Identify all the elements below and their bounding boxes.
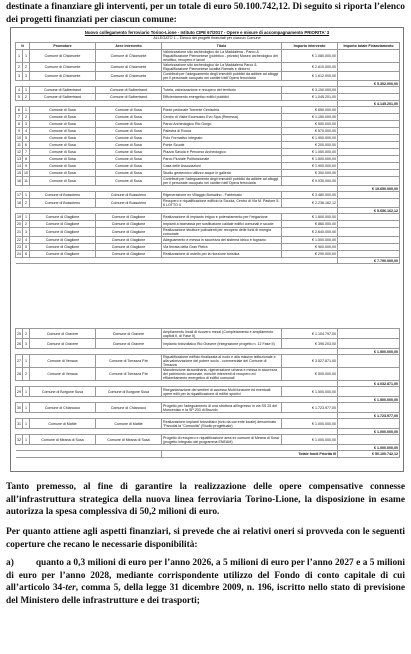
col-header-importo: Importo intervento <box>282 43 338 50</box>
cell-importo: € 395.203,00 <box>282 339 338 349</box>
cell-importo: € 300.000,00 <box>282 170 338 177</box>
cell-sub-number: 1 <box>23 214 30 221</box>
cell-totale <box>338 435 400 445</box>
cell-sub-number: 1 <box>23 107 30 114</box>
subtotal-value: € 5.656.162,12 <box>338 208 400 214</box>
item-a <box>6 557 405 607</box>
cell-number: 27 <box>16 355 23 368</box>
cell-importo: € 3.480.000,00 <box>282 192 338 199</box>
subtotal-value: € 1.723.977,00 <box>338 413 400 419</box>
cell-area: Comune di Torrazza P.te <box>96 368 162 381</box>
subtotal-value: € 1.000.000,00 <box>338 445 400 451</box>
table-row <box>16 149 400 156</box>
cell-title: Recupero e riqualificazione edificio la Scuola, Centro di Via M. Pastore 5-6 LOTTO II <box>163 199 280 207</box>
cell-totale <box>338 221 400 228</box>
cell-area: Comune di Susa <box>96 142 162 149</box>
cell-sub-number: 4 <box>23 237 30 244</box>
projects-table-part-2 <box>15 328 400 458</box>
cell-importo: € 500.000,00 <box>282 121 338 128</box>
cell-totale <box>338 72 400 81</box>
cell-promotore: Comune di Meana di Susa <box>30 435 96 445</box>
table-row <box>16 128 400 135</box>
cell-title: Realizzazione strutture polivalenti per recupero delle fonti di energia comunale <box>162 228 282 237</box>
cell-sub-number: 8 <box>23 156 30 163</box>
cell-number: 14 <box>17 164 21 168</box>
cell-number: 28 <box>16 368 23 381</box>
cell-area: Comune di Borgone Susa <box>96 387 162 397</box>
col-header-titolo: Titolo <box>162 43 282 50</box>
cell-sub-number: 1 <box>23 192 30 199</box>
cell-totale <box>338 403 400 413</box>
table-row <box>16 121 400 128</box>
cell-title: Tutela, valorizzazione e recupero del territorio <box>162 87 282 94</box>
subtotal-value: € 5.302.000,00 <box>338 81 400 87</box>
cell-importo: € 1.600.000,00 <box>282 214 338 221</box>
cell-totale <box>338 329 400 339</box>
cell-area: Comune di Chiomonte <box>96 50 162 63</box>
cell-promotore: Comune di Chiomonte <box>30 63 96 72</box>
cell-title: Riqualificazione edificio finalizzata al ruolo e alla mission istituzionale e alla valorizzazione del potere socio - commerciale del Comune di Torrazza <box>162 355 282 368</box>
cell-promotore: Comune di Susa <box>30 114 96 121</box>
cell-area: Comune di Giaglione <box>96 237 162 244</box>
cell-importo: € 200.000,00 <box>282 142 338 149</box>
cell-promotore: Comune di Susa <box>30 170 96 177</box>
cell-number: 15 <box>17 171 21 175</box>
cell-importo: € 2.610.000,00 <box>282 63 338 72</box>
cell-title: Realizzazione impianti fotovoltaici (rivio da corrente locale) denominato "Parcolai la "Comunità" (Studio progettuale) <box>162 419 282 429</box>
cell-importo: € 2.236.162,12 <box>282 199 338 208</box>
cell-area: Comune di Susa <box>96 163 162 170</box>
subtotal-value: € 1.500.000,00 <box>338 349 400 355</box>
cell-title: Realizzazione di ostello per la ricezione turistica <box>162 251 282 258</box>
cell-totale <box>338 135 400 142</box>
cell-importo: € 1.900.000,00 <box>282 135 338 142</box>
cell-importo: € 1.500.000,00 <box>282 387 338 397</box>
cell-sub-number: 2 <box>23 114 30 121</box>
cell-totale <box>338 114 400 121</box>
cell-sub-number: 5 <box>23 244 30 251</box>
cell-promotore: Comune di Giaglione <box>30 214 96 221</box>
cell-promotore: Comune di Susa <box>30 156 96 163</box>
cell-totale <box>338 156 400 163</box>
cell-number: 11 <box>17 143 21 147</box>
cell-sub-number: 7 <box>23 149 30 156</box>
cell-area: Comune di Salbertrand <box>96 87 162 94</box>
cell-totale <box>338 237 400 244</box>
cell-totale <box>338 251 400 258</box>
cell-title: Manutenzione straordinaria, rigenerazione urbana e messa in sicurezza del patrimonio comunale, nonché interventi di recupero ed efficientamento energetico di edifici comunali <box>162 368 282 381</box>
cell-totale <box>338 94 400 101</box>
cell-totale <box>338 199 400 208</box>
cell-sub-number: 1 <box>23 419 30 429</box>
cell-title: Efficientamento energetico edifici pubblici <box>162 94 282 101</box>
cell-number: 2 <box>16 63 23 72</box>
cell-title: Via ferrata della Gran Pietra <box>162 244 282 251</box>
table-row <box>16 355 400 368</box>
cell-number: 24 <box>17 252 21 256</box>
cell-area: Comune di Susa <box>96 128 162 135</box>
cell-title: Centro di Visite Ecomuseo Evo Sipa (Rimessa) <box>162 114 282 121</box>
cell-importo: € 1.000.000,00 <box>282 419 338 429</box>
table-row <box>16 329 400 339</box>
cell-promotore: Comune di Borgone Susa <box>30 387 96 397</box>
cell-title: Studio geotecnico utilizzo acque in galleria <box>162 170 282 177</box>
table-row <box>16 87 400 94</box>
cell-area: Comune di Susa <box>96 107 162 114</box>
cell-promotore: Comune di Chianocco <box>30 403 96 413</box>
cell-promotore: Comune di Giaglione <box>30 221 96 228</box>
cell-sub-number: 2 <box>23 63 30 72</box>
cell-sub-number: 6 <box>23 251 30 258</box>
cell-number: 12 <box>17 150 21 154</box>
table-row <box>16 435 400 445</box>
cell-totale <box>338 228 400 237</box>
cell-number: 10 <box>17 136 21 140</box>
cell-totale <box>338 163 400 170</box>
subtotal-blank <box>16 258 338 264</box>
cell-number: 19 <box>17 215 21 219</box>
cell-sub-number: 2 <box>23 329 30 339</box>
paragraph-coverage: Per quanto attiene agli aspetti finanziari, si prevede che ai relativi oneri si provveda con le seguenti coperture che recano le necessarie disponibilità: <box>6 527 405 550</box>
cell-title: Impianto fotovoltaico Rio Gravere (Integrazione progetto n. 12 Fase II) <box>162 339 282 349</box>
cell-sub-number: 2 <box>23 221 30 228</box>
cell-title: Casa delle Associazioni <box>162 163 282 170</box>
cell-totale <box>338 142 400 149</box>
cell-area: Comune di Giaglione <box>96 251 162 258</box>
cell-importo: € 1.150.000,00 <box>282 114 338 121</box>
cell-importo: € 1.000.000,00 <box>282 435 338 445</box>
cell-number: 31 <box>16 419 23 429</box>
cell-title: Realizzazione di impianto irriguo e potenziamento per l'irrigazione <box>162 214 282 221</box>
table-row <box>16 142 400 149</box>
cell-number: 16 <box>16 177 23 186</box>
cell-importo: € 1.080.000,00 <box>282 50 338 63</box>
cell-area: Comune di Torrazza P.te <box>96 355 162 368</box>
col-header-aree: Aree intervento <box>96 43 162 50</box>
table-row <box>16 135 400 142</box>
cell-sub-number: 3 <box>23 121 30 128</box>
subtotal-value: € 7.790.000,00 <box>338 258 400 264</box>
cell-importo: € 570.000,00 <box>282 128 338 135</box>
cell-area: Comune di Susa <box>96 121 162 128</box>
cell-totale <box>338 121 400 128</box>
cell-sub-number: 1 <box>23 87 30 94</box>
cell-area: Comune di Susa <box>96 149 162 156</box>
cell-number: 8 <box>16 121 23 128</box>
cell-promotore: Comune di Susa <box>30 142 96 149</box>
cell-area: Comune di Gravere <box>96 339 162 349</box>
table-row <box>16 387 400 397</box>
cell-promotore: Comune di Gravere <box>30 329 96 339</box>
cell-promotore: Comune di Giaglione <box>30 237 96 244</box>
cell-promotore: Comune di Susa <box>30 121 96 128</box>
cell-totale <box>338 368 400 381</box>
subtotal-value: € 1.500.000,00 <box>338 397 400 403</box>
table-row <box>16 244 400 251</box>
cell-promotore: Comune di Giaglione <box>30 228 96 237</box>
cell-importo: € 3.527.871,00 <box>282 355 338 368</box>
cell-area: Comune di Susa <box>96 177 162 186</box>
table-row <box>16 221 400 228</box>
cell-area: Comune di Susa <box>96 135 162 142</box>
cell-title: Progetto per l'adeguamento di una struttura all'ingresso in via SS 25 del Moncenisio e la SP 203 di Bruzolo <box>162 403 282 413</box>
cell-title: Polo Formativo Integrato <box>162 135 282 142</box>
cell-title: Rigenerazione ex Villaggio Borsalino - Fabbricato <box>162 192 282 199</box>
table-subtitle: ALLEGATO 1 – Elenco dei progetti finanziati per ciascun Comune <box>153 36 261 40</box>
cell-promotore: Comune di Susa <box>30 107 96 114</box>
cell-area: Comune di Bussoleno <box>96 192 162 199</box>
cell-promotore: Comune di Salbertrand <box>30 94 96 101</box>
cell-number: 3 <box>16 72 23 81</box>
cell-promotore: Comune di Susa <box>30 135 96 142</box>
cell-sub-number: 1 <box>23 387 30 397</box>
cell-title: Piazza Savoia e Percorso Archeologico <box>162 149 282 156</box>
cell-importo: € 860.000,00 <box>282 221 338 228</box>
cell-area: Comune di Susa <box>96 114 162 121</box>
cell-title: Ponte Scuole <box>162 142 282 149</box>
table-header-row <box>16 43 400 50</box>
cell-totale <box>338 419 400 429</box>
cell-promotore: Comune di Giaglione <box>30 244 96 251</box>
cell-area: Comune di Giaglione <box>96 214 162 221</box>
cell-number: 20 <box>17 222 21 226</box>
grand-total-label: Totale fondi Priorità III <box>162 451 338 458</box>
subtotal-value: € 4.032.871,00 <box>338 381 400 387</box>
projects-table-part-1 <box>15 42 400 264</box>
cell-totale <box>338 244 400 251</box>
cell-totale <box>338 107 400 114</box>
table-row <box>16 177 400 186</box>
intro-line-2: dei progetti finanziati per ciascun comune: <box>6 14 177 25</box>
cell-title: Parco Fluviale Polifunzionale <box>162 156 282 163</box>
cell-importo: € 290.000,00 <box>282 251 338 258</box>
intro-paragraph <box>6 1 405 26</box>
table-row <box>16 199 400 208</box>
item-a-italic: ter <box>65 583 76 593</box>
table-row <box>16 107 400 114</box>
table-row <box>16 251 400 258</box>
cell-area: Comune di Susa <box>96 156 162 163</box>
table-row <box>16 419 400 429</box>
cell-importo: € 1.612.000,00 <box>282 72 338 81</box>
cell-sub-number: 3 <box>23 339 30 349</box>
table-row <box>16 237 400 244</box>
cell-importo: € 1.045.201,00 <box>282 94 338 101</box>
cell-importo: € 900.000,00 <box>282 244 338 251</box>
table-row <box>16 170 400 177</box>
table-row <box>16 228 400 237</box>
cell-number: 32 <box>16 435 23 445</box>
cell-sub-number: 2 <box>23 199 30 208</box>
cell-title: Valorizzazione sito archeologico de La Maddalena - Parco & Riqualificazione Piemontese (pubblico - privato) Museo archeologico del neolitico, recupero e lavori <box>162 50 282 63</box>
table-row <box>16 50 400 63</box>
cell-area: Comune di Bussoleno <box>96 199 162 208</box>
cell-importo: € 1.723.977,00 <box>282 403 338 413</box>
cell-number: 26 <box>16 339 23 349</box>
cell-totale <box>338 339 400 349</box>
cell-totale <box>338 214 400 221</box>
cell-area: Comune di Susa <box>96 170 162 177</box>
cell-area: Comune di Giaglione <box>96 228 162 237</box>
cell-title: Progetto di recupero e riqualificazione area ex comune di Meana di Susa (progetto integrato del programma ENEAM) <box>162 435 282 445</box>
cell-title: Ampliamento locali di ricovero mezzi (Completamento e ampliamento capitoli II, di Fase II) <box>162 329 282 339</box>
grand-total-row <box>16 451 400 458</box>
cell-number: 13 <box>17 157 21 161</box>
cell-number: 4 <box>16 87 23 94</box>
cell-totale <box>338 387 400 397</box>
cell-totale <box>338 177 400 186</box>
cell-title: Valorizzazione sito archeologico de La Maddalena Parco & Riqualificazione Piemontese località Ramats e dintorni <box>162 63 282 72</box>
cell-sub-number: 9 <box>23 163 30 170</box>
cell-title: Contributi per l'adeguamento degli immobili pubblici da adibire ad alloggi per il personale occupato nei cantieri dell'Opera ferroviaria <box>162 177 282 186</box>
cell-totale <box>338 170 400 177</box>
cell-importo: € 505.000,00 <box>282 368 338 381</box>
paragraph-premise: Tanto premesso, al fine di garantire la realizzazione delle opere compensative connesse all’infrastruttura strategica della nuova linea ferroviaria Torino-Lione, la disposizione in esame autorizza la spesa complessiva di 50,2 milioni di euro. <box>6 482 405 517</box>
cell-number: 25 <box>16 329 23 339</box>
cell-number: 30 <box>16 403 23 413</box>
intro-line-1: destinate a finanziare gli interventi, per un totale di euro 50.100.742,12. Di seguito si riporta l’elenco <box>6 2 405 12</box>
cell-sub-number: 2 <box>23 94 30 101</box>
cell-importo: € 650.000,00 <box>282 107 338 114</box>
cell-importo: € 2.640.000,00 <box>282 228 338 237</box>
cell-sub-number: 5 <box>23 135 30 142</box>
cell-promotore: Comune di Chiomonte <box>30 72 96 81</box>
scanned-table-image <box>10 27 404 472</box>
grand-total-value: € 50.100.742,12 <box>338 451 400 458</box>
cell-importo: € 1.500.000,00 <box>282 237 338 244</box>
table-row <box>16 114 400 121</box>
subtotal-value: € 19.650.000,00 <box>338 186 400 192</box>
item-a-text-1: quanto a 0,3 milioni di euro per l’anno 2026, a 5 milioni di euro per l’anno 2027 e a 5 milioni di euro per l’anno 2028, mediante corrispondente utilizzo del Fondo di conto capitale di cui all’articolo 34- <box>6 558 405 593</box>
table-title: Nuovo collegamento ferroviario Torino-Lione - Istituto CIPE 67/2017 - Opere e misure di accompagnamento PRIORITA' 3 <box>84 30 330 35</box>
cell-sub-number: 1 <box>23 50 30 63</box>
cell-totale <box>338 355 400 368</box>
cell-totale <box>338 63 400 72</box>
cell-promotore: Comune di Mattie <box>30 419 96 429</box>
cell-number: 23 <box>17 245 21 249</box>
cell-sub-number: 3 <box>23 72 30 81</box>
cell-sub-number: 1 <box>23 403 30 413</box>
cell-importo: € 9.930.000,00 <box>282 177 338 186</box>
cell-area: Comune di Meana di Susa <box>96 435 162 445</box>
table-row <box>16 339 400 349</box>
cell-number: 18 <box>16 199 23 208</box>
subtotal-row <box>16 258 400 264</box>
table-row <box>16 94 400 101</box>
cell-area: Comune di Giaglione <box>96 244 162 251</box>
cell-number: 9 <box>16 128 23 135</box>
table-row <box>16 156 400 163</box>
cell-promotore: Comune di Bussoleno <box>30 199 96 208</box>
cell-number: 22 <box>17 238 21 242</box>
cell-promotore: Comune di Salbertrand <box>30 87 96 94</box>
item-a-marker: a) <box>6 558 14 568</box>
cell-totale <box>338 87 400 94</box>
cell-sub-number: 1 <box>23 355 30 368</box>
cell-title: Contributi per l'adeguamento degli immobili pubblici da adibire ad alloggi per il personale occupato nei cantieri dell'Opera ferroviaria <box>162 72 282 81</box>
cell-sub-number: 11 <box>23 177 30 186</box>
cell-importo: € 1.500.000,00 <box>282 156 338 163</box>
cell-area: Comune di Chiomonte <box>96 63 162 72</box>
table-row <box>16 163 400 170</box>
cell-promotore: Comune di Venaus <box>30 368 96 381</box>
cell-promotore: Comune di Susa <box>30 149 96 156</box>
cell-sub-number: 10 <box>24 171 28 175</box>
cell-promotore: Comune di Susa <box>30 128 96 135</box>
cell-area: Comune di Mattie <box>96 419 162 429</box>
cell-sub-number: 3 <box>23 228 30 237</box>
cell-title: Parco Archeologico Rio Gorgo <box>162 121 282 128</box>
cell-promotore: Comune di Gravere <box>30 339 96 349</box>
cell-promotore: Comune di Venaus <box>30 355 96 368</box>
cell-number: 6 <box>16 107 23 114</box>
cell-title: Riorganizzazione dei sentieri di accesso Multi funzione ed eventuali opere edili per la riqualificazione di edifici sportivi <box>162 387 282 397</box>
grand-total-blank <box>16 451 162 458</box>
cell-promotore: Comune di Giaglione <box>30 251 96 258</box>
cell-importo: € 1.050.000,00 <box>282 149 338 156</box>
cell-title: Adeguamento e messa in sicurezza del sistema idrico e fognario <box>162 237 282 244</box>
table-row <box>16 214 400 221</box>
cell-sub-number: 2 <box>23 368 30 381</box>
cell-number: 1 <box>16 50 23 63</box>
cell-importo: € 1.104.797,00 <box>282 329 338 339</box>
item-a-text-2: , comma 5, della legge 31 dicembre 2009, n. 196, iscritto nello stato di previsione del Ministero delle infrastrutture e dei trasporti; <box>6 583 406 606</box>
cell-number: 7 <box>16 114 23 121</box>
cell-area: Comune di Giaglione <box>96 221 162 228</box>
cell-promotore: Comune di Bussoleno <box>30 192 96 199</box>
cell-title: Palestra di Rocca <box>162 128 282 135</box>
col-header-totale: Importo totale Finanziamento <box>338 43 400 50</box>
cell-promotore: Comune di Chiomonte <box>30 50 96 63</box>
cell-importo: € 3.100.000,00 <box>282 87 338 94</box>
cell-promotore: Comune di Susa <box>30 163 96 170</box>
table-row <box>16 368 400 381</box>
col-header-promotore: Promotore <box>30 43 96 50</box>
cell-totale <box>338 192 400 199</box>
cell-totale <box>338 149 400 156</box>
cell-area: Comune di Gravere <box>96 329 162 339</box>
cell-number: 29 <box>16 387 23 397</box>
cell-area: Comune di Chianocco <box>96 403 162 413</box>
cell-number: 5 <box>16 94 23 101</box>
cell-sub-number: 6 <box>23 142 30 149</box>
col-header-n: N <box>16 43 30 50</box>
cell-totale <box>338 128 400 135</box>
cell-number: 21 <box>16 228 23 237</box>
cell-sub-number: 1 <box>23 435 30 445</box>
cell-number: 17 <box>17 193 21 197</box>
subtotal-value: € 4.145.201,00 <box>338 101 400 107</box>
cell-title: Ponte pedonale Torrente Cenischia <box>162 107 282 114</box>
cell-title: Impianti a biomassa per sostituzione caldaie edifici comunali e scuole <box>162 221 282 228</box>
subtotal-value: € 1.000.000,00 <box>338 429 400 435</box>
cell-sub-number: 4 <box>23 128 30 135</box>
cell-importo: € 1.900.000,00 <box>282 163 338 170</box>
cell-totale <box>338 50 400 63</box>
cell-area: Comune di Chiomonte <box>96 72 162 81</box>
table-row <box>16 403 400 413</box>
cell-area: Comune di Salbertrand <box>96 94 162 101</box>
table-row <box>16 63 400 72</box>
cell-promotore: Comune di Susa <box>30 177 96 186</box>
table-row <box>16 72 400 81</box>
table-row <box>16 192 400 199</box>
